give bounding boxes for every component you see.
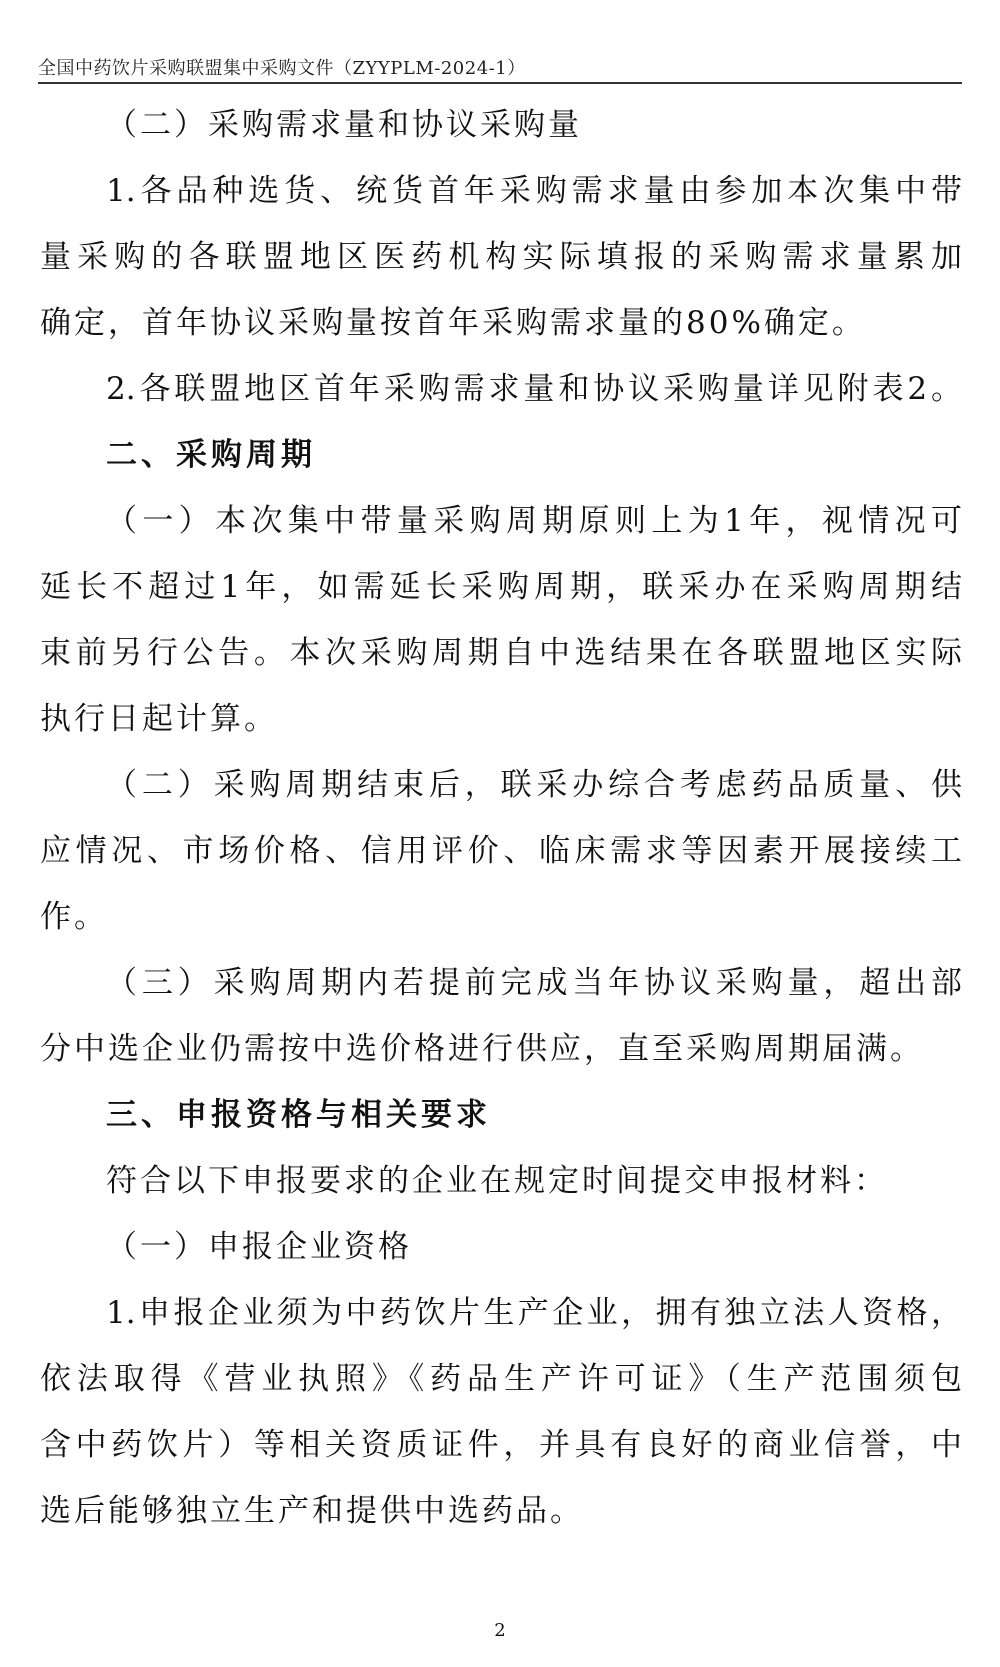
paragraph-line: 1.申报企业须为中药饮片生产企业，拥有独立法人资格， [106, 1295, 962, 1331]
paragraph-line: （二）采购周期结束后，联采办综合考虑药品质量、供 [106, 767, 962, 803]
subsection-heading-demand: （二）采购需求量和协议采购量 [106, 107, 582, 143]
page-number: 2 [494, 1620, 506, 1641]
paragraph-line: 延长不超过1年，如需延长采购周期，联采办在采购周期结 [40, 569, 962, 605]
paragraph-line: （三）采购周期内若提前完成当年协议采购量，超出部 [106, 965, 962, 1001]
paragraph-line: 执行日起计算。 [40, 701, 278, 737]
paragraph-line: 束前另行公告。本次采购周期自中选结果在各联盟地区实际 [40, 635, 962, 671]
paragraph-line: 分中选企业仍需按中选价格进行供应，直至采购周期届满。 [40, 1031, 924, 1067]
paragraph-line: 含中药饮片）等相关资质证件，并具有良好的商业信誉，中 [40, 1427, 962, 1463]
paragraph-line: 选后能够独立生产和提供中选药品。 [40, 1493, 584, 1529]
running-header: 全国中药饮片采购联盟集中采购文件（ZYYPLM-2024-1） [38, 58, 526, 79]
paragraph-line: 依法取得《营业执照》《药品生产许可证》（生产范围须包 [40, 1361, 962, 1397]
section-heading-period: 二、采购周期 [106, 437, 316, 473]
subsection-heading-enterprise: （一）申报企业资格 [106, 1229, 412, 1265]
paragraph-line: 符合以下申报要求的企业在规定时间提交申报材料： [106, 1163, 888, 1199]
paragraph-line: （一）本次集中带量采购周期原则上为1年，视情况可 [106, 503, 962, 539]
paragraph-line: 应情况、市场价格、信用评价、临床需求等因素开展接续工 [40, 833, 962, 869]
paragraph-line: 1.各品种选货、统货首年采购需求量由参加本次集中带 [106, 173, 962, 209]
paragraph-line: 作。 [40, 899, 108, 935]
paragraph-line: 量采购的各联盟地区医药机构实际填报的采购需求量累加 [40, 239, 962, 275]
paragraph-line: 确定，首年协议采购量按首年采购需求量的80%确定。 [40, 305, 866, 341]
section-heading-qualification: 三、申报资格与相关要求 [106, 1097, 491, 1133]
paragraph-line: 2.各联盟地区首年采购需求量和协议采购量详见附表2。 [106, 371, 962, 407]
document-body [40, 92, 962, 1544]
header-divider [38, 82, 962, 84]
